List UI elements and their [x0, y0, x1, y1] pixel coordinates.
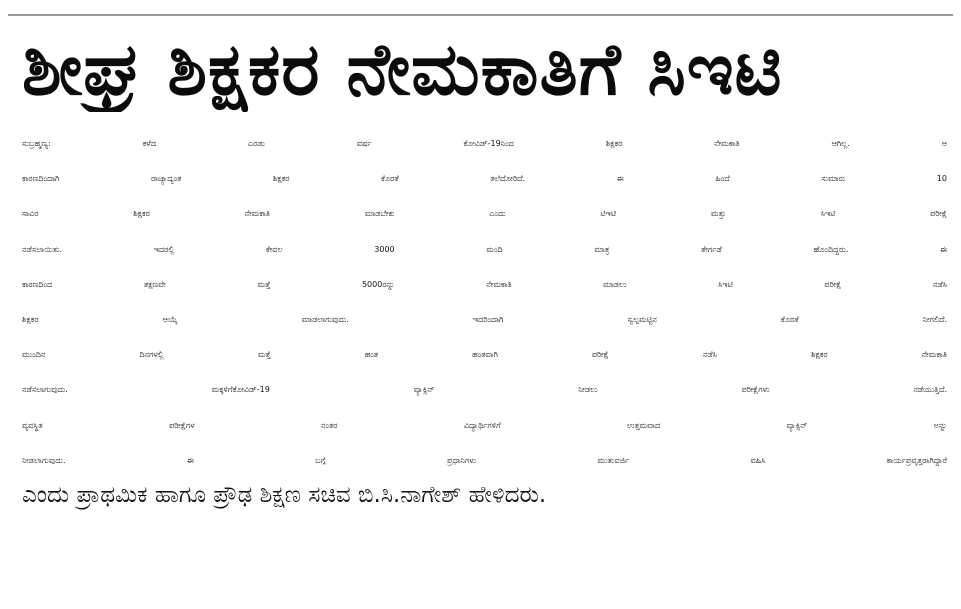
article-line-9: ವ್ಯವಸ್ಥಿತ ಪರೀಕ್ಷೆಗಳ ನಂತರ ವಿದ್ಯಾರ್ಥಿಗಳಿಗೆ ಉತ್ತಮವಾದ ವ್ಯಾಕ್ಸಿನ್ ಅನ್ನು — [22, 420, 947, 430]
article-line-10: ನೀಡಲಾಗುವುದು. ಈ ಬಗ್ಗೆ ಪ್ರಧಾನಿಗಳು ಮುತುವರ್ಜಿ ವಹಿಸಿ ಕಾರ್ಯಪ್ರವೃತ್ತರಾಗಿದ್ದಾರೆ — [22, 455, 947, 465]
article-line-6: ಶಿಕ್ಷಕರ ಆಯ್ಕೆ ಮಾಡಲಾಗುವುದು. ಇದರಿಂದಾಗಿ ಸ್ವಲ್ಪಮಟ್ಟಿನ ಕೊರತೆ ನೀಗಲಿದೆ. — [22, 314, 947, 324]
article-line-7: ಮುಂದಿನ ದಿನಗಳಲ್ಲಿ ಮತ್ತೆ ಹಂತ ಹಂತವಾಗಿ ಪರೀಕ್ಷೆ ನಡೆಸಿ ಶಿಕ್ಷಕರ ನೇಮಕಾತಿ — [22, 350, 947, 360]
article-line-3: ಸಾವಿರ ಶಿಕ್ಷಕರ ನೇಮಕಾತಿ ಮಾಡಬೇಕು ಎಂದು ಟಿಇಟಿ ಮತ್ತು ಸಿಇಟಿ ಪರೀಕ್ಷೆ — [22, 209, 947, 219]
article-line-5: ಕಾರಣದಿಂದ ತಕ್ಷಣವೇ ಮತ್ತೆ 5000ರನ್ನು ನೇಮಕಾತಿ ಮಾಡಲು ಸಿಇಟಿ ಪರೀಕ್ಷೆ ನಡೆಸಿ — [22, 279, 947, 289]
article-headline: ಶೀಘ್ರ ಶಿಕ್ಷಕರ ನೇಮಕಾತಿಗೆ ಸಿಇಟಿ — [22, 27, 783, 111]
article-body — [22, 126, 947, 513]
article-line-8: ನಡೆಸಲಾಗುವುದು. ಮಕ್ಕಳಿಗೆಕೋವಿಡ್-19 ವ್ಯಾಕ್ಸಿನ್ ನೀಡಲು ಪರೀಕ್ಷೆಗಳು ನಡೆಯುತ್ತಿದೆ. — [22, 385, 947, 395]
article-line-11: ಎಂದು ಪ್ರಾಥಮಿಕ ಹಾಗೂ ಪ್ರೌಢ ಶಿಕ್ಷಣ ಸಚಿವ ಬಿ.ಸಿ.ನಾಗೇಶ್ ಹೇಳಿದರು. — [22, 481, 547, 508]
top-divider — [8, 14, 953, 16]
article-line-2: ಕಾರಣದಿಂದಾಗಿ ರಾಜ್ಯಾದ್ಯಂತ ಶಿಕ್ಷಕರ ಕೊರತೆ ತಲೆದೋರಿದೆ. ಈ ಹಿಂದೆ ಸುಮಾರು 10 — [22, 174, 947, 184]
article-line-1: ಸುಬ್ರಹ್ಮಣ್ಯ: ಕಳೆದ ಎರಡು ವರ್ಷ ಕೋವಿಡ್-19ನಿಂದ ಶಿಕ್ಷಕರ ನೇಮಕಾತಿ ಆಗಿಲ್ಲ. ಆ — [22, 139, 947, 148]
article-line-4: ನಡೆಸಲಾಯಿತು. ಇದರಲ್ಲಿ ಕೇವಲ 3000 ಮಂದಿ ಮಾತ್ರ ತೇರ್ಗಡೆ ಹೊಂದಿದ್ದರು. ಈ — [22, 244, 947, 254]
